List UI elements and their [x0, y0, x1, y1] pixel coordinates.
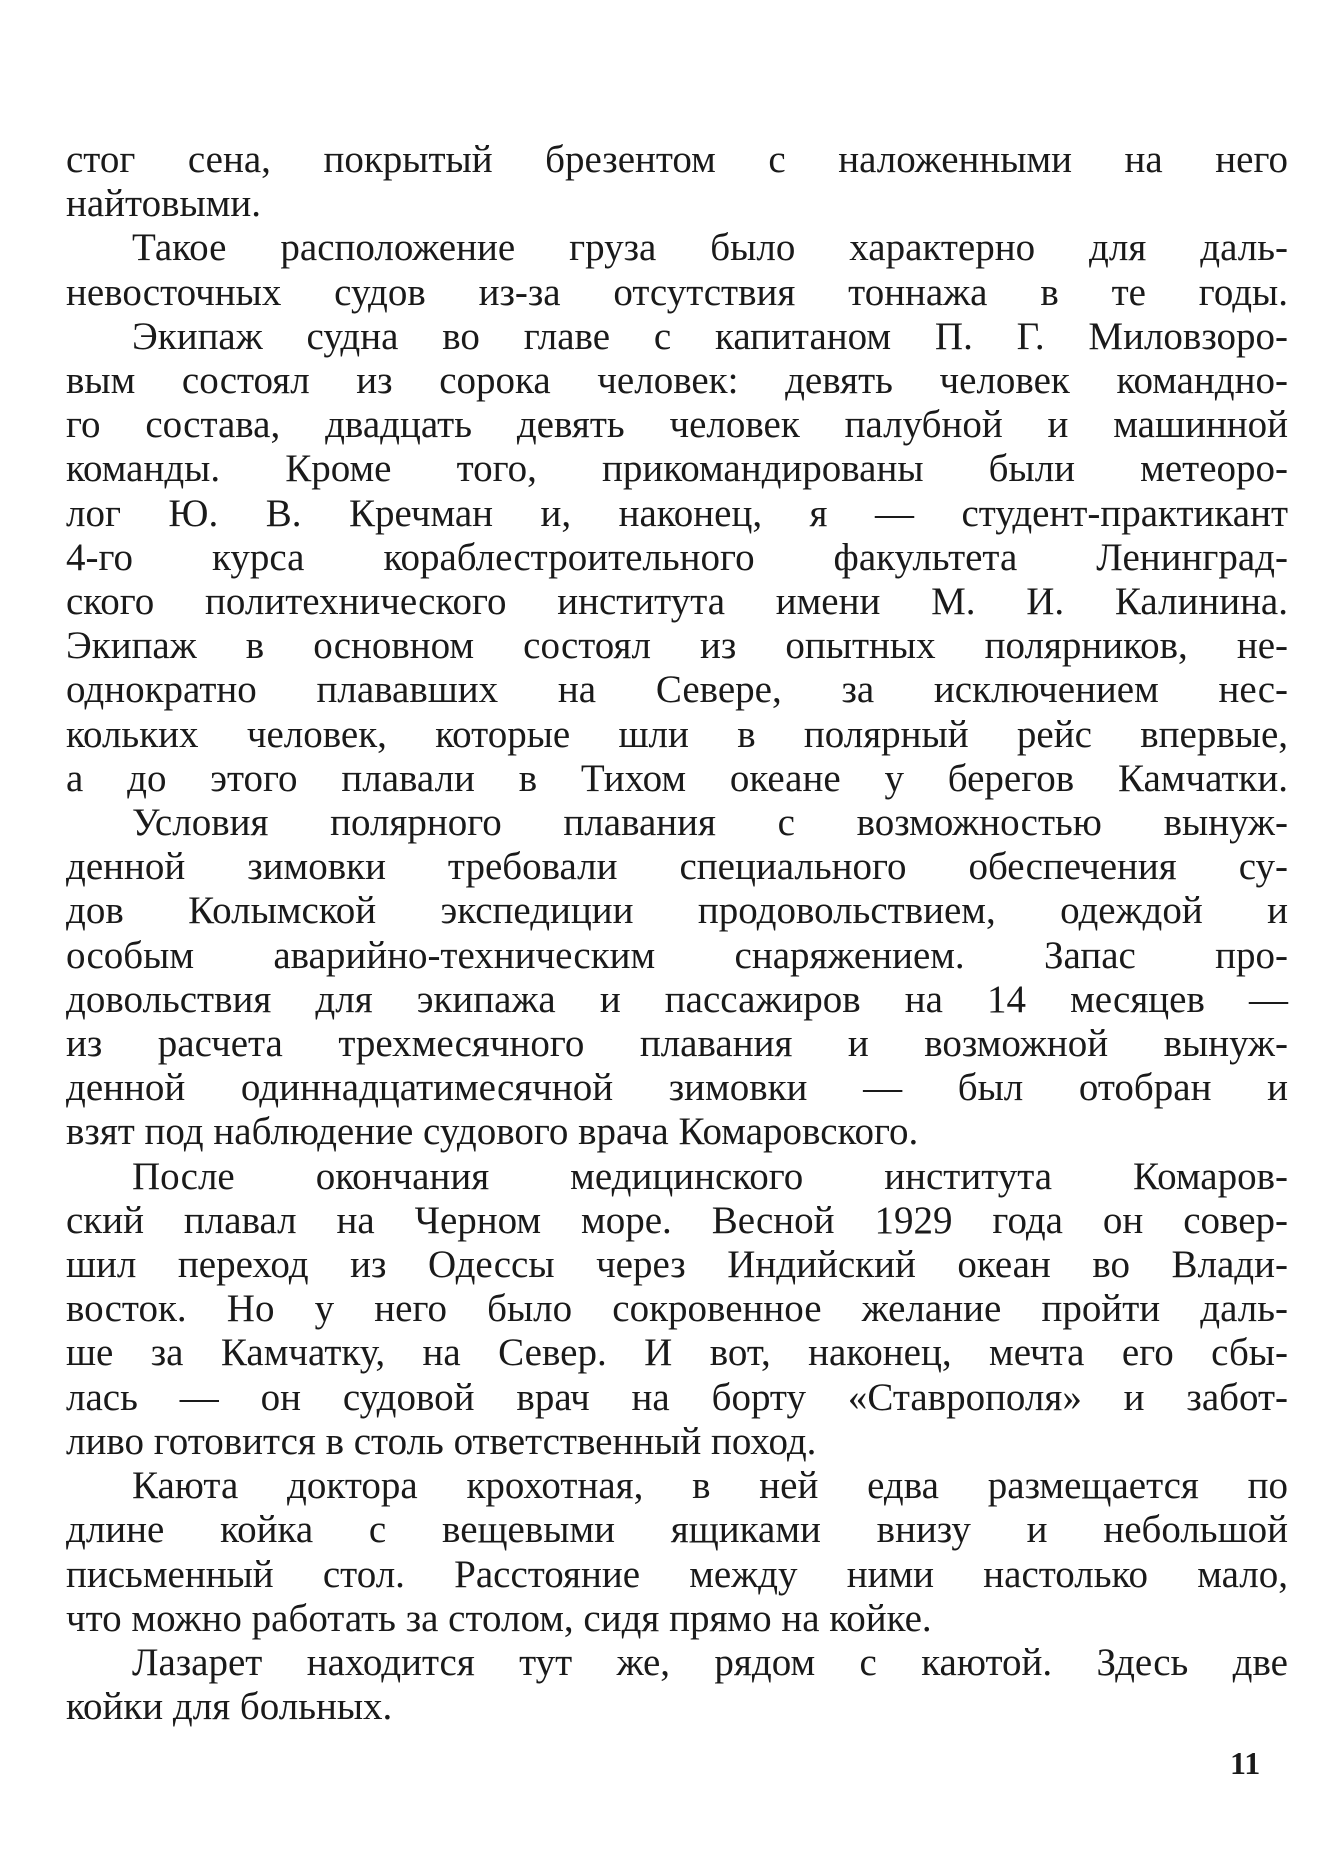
paragraph-7: [66, 1641, 1288, 1729]
text-line: лась — он судовой врач на борту «Ставрополя» и забот-: [66, 1375, 1288, 1419]
text-line: После окончания медицинского института Комаров-: [132, 1154, 1288, 1198]
text-line: денной зимовки требовали специального обеспечения су-: [66, 845, 1288, 889]
text-line: команды. Кроме того, прикомандированы были метеоро-: [66, 447, 1288, 491]
text-line: ского политехнического института имени М. И. Калинина.: [66, 580, 1288, 624]
text-line: особым аварийно-техническим снаряжением. Запас про-: [66, 933, 1288, 977]
text-line: довольствия для экипажа и пассажиров на 14 месяцев —: [66, 977, 1288, 1021]
paragraph-4: [66, 801, 1288, 1155]
text-line: лог Ю. В. Кречман и, наконец, я — студент-практикант: [66, 491, 1288, 535]
text-line: письменный стол. Расстояние между ними настолько мало,: [66, 1552, 1288, 1596]
text-line: Лазарет находится тут же, рядом с каютой. Здесь две: [132, 1640, 1288, 1684]
text-line: однократно плававших на Севере, за исключением нес-: [66, 668, 1288, 712]
paragraph-1: [66, 138, 1288, 226]
paragraph-5: [66, 1155, 1288, 1464]
text-line: Условия полярного плавания с возможностью вынуж-: [132, 801, 1288, 845]
text-line: что можно работать за столом, сидя прямо на койке.: [66, 1596, 932, 1640]
text-line: койки для больных.: [66, 1685, 393, 1729]
text-line: 4-го курса кораблестроительного факультета Ленинград-: [66, 535, 1288, 579]
text-line: Такое расположение груза было характерно для даль-: [132, 226, 1288, 270]
text-line: шил переход из Одессы через Индийский океан во Влади-: [66, 1243, 1288, 1287]
text-line: длине койка с вещевыми ящиками внизу и небольшой: [66, 1508, 1288, 1552]
text-line: восток. Но у него было сокровенное желание пройти даль-: [66, 1287, 1288, 1331]
text-line: ше за Камчатку, на Север. И вот, наконец, мечта его сбы-: [66, 1331, 1288, 1375]
text-line: невосточных судов из-за отсутствия тоннажа в те годы.: [66, 270, 1288, 314]
page-number: 11: [1230, 1745, 1261, 1781]
paragraph-6: [66, 1464, 1288, 1641]
text-line: ливо готовится в столь ответственный поход.: [66, 1419, 817, 1463]
text-line: Экипаж в основном состоял из опытных полярников, не-: [66, 624, 1288, 668]
text-line: Экипаж судна во главе с капитаном П. Г. Миловзоро-: [132, 314, 1288, 358]
text-line: стог сена, покрытый брезентом с наложенными на него: [66, 138, 1288, 181]
paragraph-2: [66, 226, 1288, 314]
text-line: ский плавал на Черном море. Весной 1929 года он совер-: [66, 1198, 1288, 1242]
text-line: кольких человек, которые шли в полярный рейс впервые,: [66, 712, 1288, 756]
text-line: денной одиннадцатимесячной зимовки — был отобран и: [66, 1066, 1288, 1110]
text-line: взят под наблюдение судового врача Комаровского.: [66, 1110, 919, 1154]
text-line: из расчета трехмесячного плавания и возможной вынуж-: [66, 1022, 1288, 1066]
text-line: го состава, двадцать девять человек палубной и машинной: [66, 403, 1288, 447]
text-line: вым состоял из сорока человек: девять человек командно-: [66, 359, 1288, 403]
text-line: Каюта доктора крохотная, в ней едва размещается по: [132, 1464, 1288, 1508]
text-line: найтовыми.: [66, 182, 261, 226]
text-line: а до этого плавали в Тихом океане у берегов Камчатки.: [66, 756, 1288, 800]
text-line: дов Колымской экспедиции продовольствием, одеждой и: [66, 889, 1288, 933]
document-page: [66, 138, 1288, 1729]
paragraph-3: [66, 315, 1288, 801]
